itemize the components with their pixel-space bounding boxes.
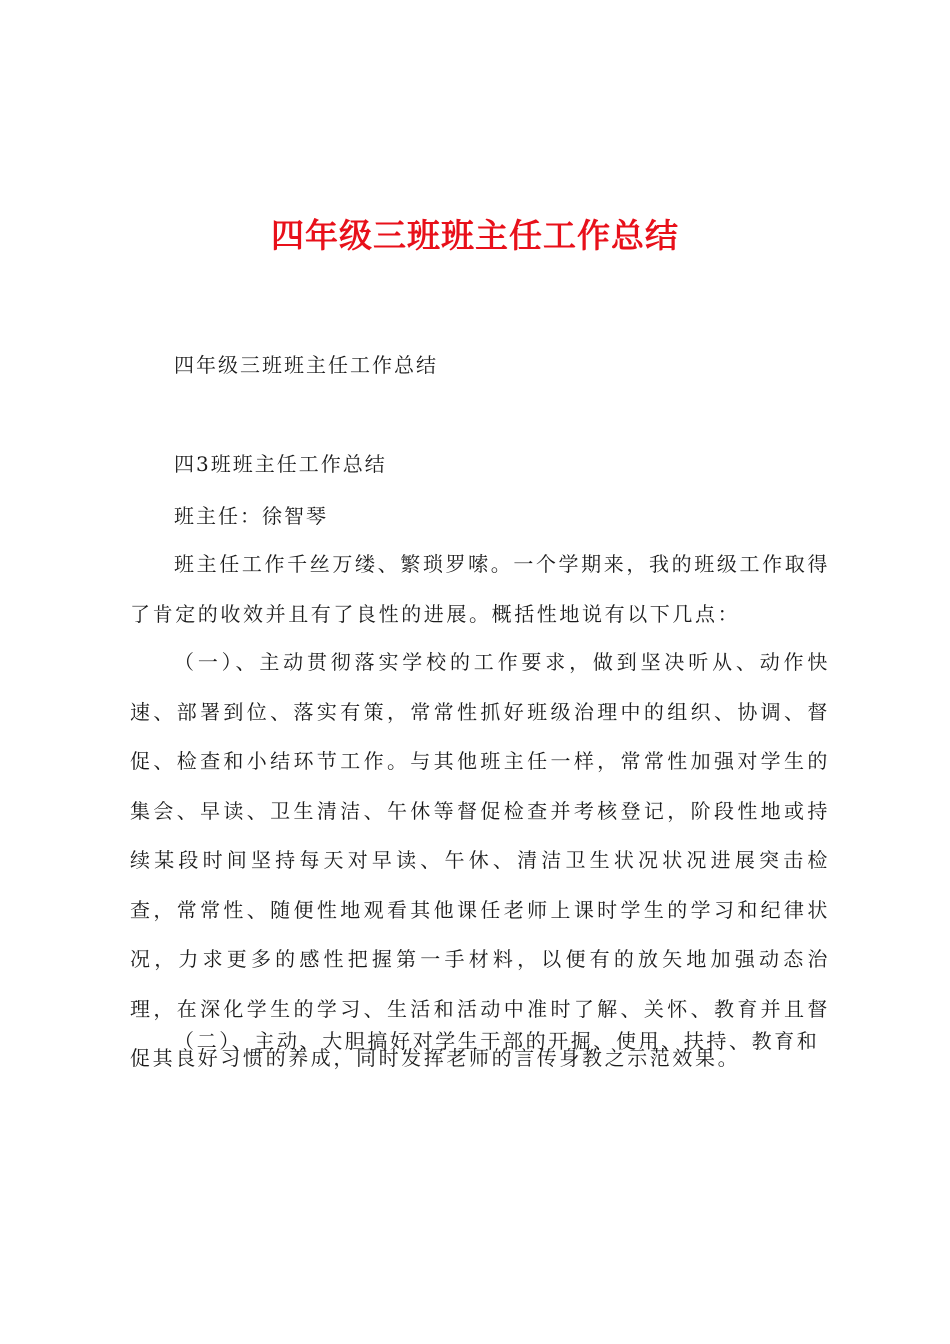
teacher-name-line: 班主任：徐智琴 bbox=[174, 504, 328, 528]
paragraph-section-one: （一）、主动贯彻落实学校的工作要求，做到坚决听从、动作快速、部署到位、落实有策，常常性抓好班级治理中的组织、协调、督促、检查和小结环节工作。与其他班主任一样，常常性加强对学生的集会、早读、卫生清洁、午休等督促检查并考核登记，阶段性地或持续某段时间坚持每天对早读、午休、清洁卫生状况状况进展突击检查，常常性、随便性地观看其他课任老师上课时学生的学习和纪律状况，力求更多的感性把握第一手材料，以便有的放矢地加强动态治理，在深化学生的学习、生活和活动中准时了解、关怀、教育并且督促其良好习惯的养成，同时发挥老师的言传身教之示范效果。 bbox=[130, 650, 830, 1070]
class-report-heading: 四3班班主任工作总结 bbox=[174, 452, 387, 476]
document-subtitle: 四年级三班班主任工作总结 bbox=[174, 353, 438, 377]
paragraph-section-two: （二）、主动、大胆搞好对学生干部的开掘、使用、扶持、教育和 bbox=[174, 1029, 820, 1053]
document-title: 四年级三班班主任工作总结 bbox=[271, 216, 679, 255]
paragraph-intro: 班主任工作千丝万缕、繁琐罗嗦。一个学期来，我的班级工作取得了肯定的收效并且有了良性的进展。概括性地说有以下几点： bbox=[130, 552, 830, 626]
